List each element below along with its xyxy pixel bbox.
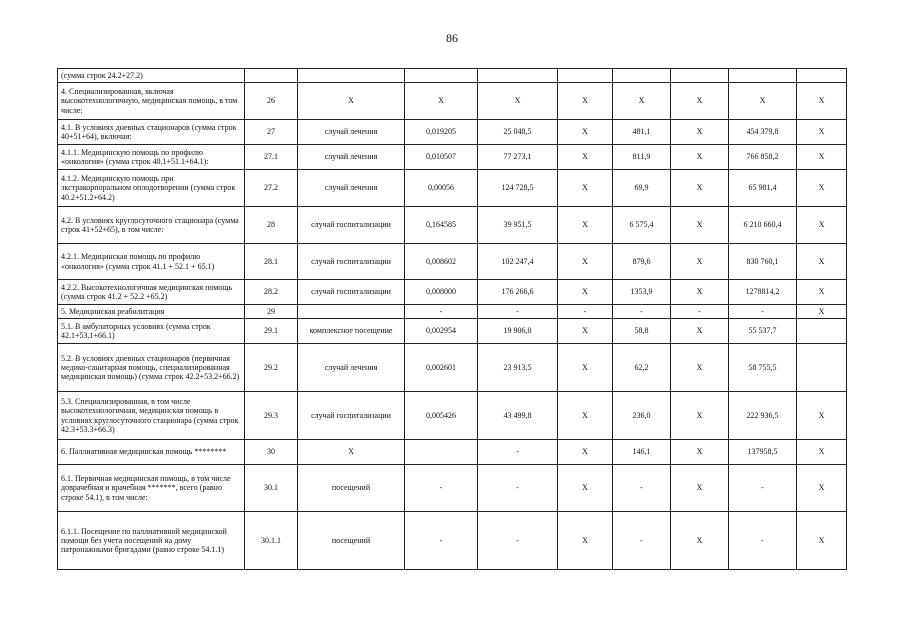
col-x1-cell: X [558, 465, 613, 512]
total-sum-cell: - [729, 465, 797, 512]
total-sum-cell: 222 936,5 [729, 392, 797, 440]
total-sum-cell: 454 379,8 [729, 120, 797, 145]
volume-norm-cell: 0,00056 [405, 170, 478, 207]
volume-norm-cell: 0,019205 [405, 120, 478, 145]
volume-norm-cell: 0,008000 [405, 280, 478, 305]
per-capita-cell: - [613, 305, 671, 319]
col-x3-cell: X [797, 392, 847, 440]
col-x2-cell: X [671, 319, 729, 344]
table-row [58, 120, 847, 145]
table-row [58, 344, 847, 392]
cost-norm-cell: 43 499,8 [478, 392, 558, 440]
per-capita-cell: - [613, 465, 671, 512]
table-row [58, 244, 847, 280]
row-code-cell: 30.1 [245, 465, 298, 512]
unit-cell [298, 69, 405, 83]
col-x2-cell: X [671, 392, 729, 440]
col-x2-cell: X [671, 344, 729, 392]
unit-cell: посещений [298, 465, 405, 512]
total-sum-cell: 55 537,7 [729, 319, 797, 344]
cost-norm-cell: 124 728,5 [478, 170, 558, 207]
table-row [58, 440, 847, 465]
total-sum-cell: 65 981,4 [729, 170, 797, 207]
col-x3-cell: X [797, 120, 847, 145]
unit-cell: случай лечения [298, 145, 405, 170]
unit-cell: X [298, 83, 405, 120]
col-x1-cell: X [558, 440, 613, 465]
row-code-cell: 26 [245, 83, 298, 120]
volume-norm-cell: - [405, 305, 478, 319]
col-x3-cell [797, 69, 847, 83]
volume-norm-cell [405, 440, 478, 465]
table-row [58, 465, 847, 512]
cost-norm-cell: 77 273,1 [478, 145, 558, 170]
table-row [58, 207, 847, 244]
row-code-cell: 29 [245, 305, 298, 319]
per-capita-cell: 146,1 [613, 440, 671, 465]
col-x1-cell: X [558, 392, 613, 440]
per-capita-cell: X [613, 83, 671, 120]
row-label-cell: 4.2.1. Медицинская помощь по профилю «онкология» (сумма строк 41.1 + 52.1 + 65.1) [58, 244, 245, 280]
unit-cell: X [298, 440, 405, 465]
col-x3-cell: X [797, 465, 847, 512]
tariff-table [57, 68, 847, 570]
table-row [58, 280, 847, 305]
row-label-cell: 4.1.1. Медицинскую помощь по профилю «онкология» (сумма строк 40.1+51.1+64.1): [58, 145, 245, 170]
table-row [58, 392, 847, 440]
unit-cell [298, 305, 405, 319]
col-x2-cell: X [671, 120, 729, 145]
col-x1-cell: X [558, 120, 613, 145]
col-x1-cell: X [558, 244, 613, 280]
col-x1-cell: X [558, 83, 613, 120]
volume-norm-cell: 0,002954 [405, 319, 478, 344]
volume-norm-cell: - [405, 512, 478, 570]
row-label-cell: 4. Специализированная, включая высокотехнологичную, медицинская помощь, в том числе: [58, 83, 245, 120]
row-label-cell: 4.2.2. Высокотехнологичная медицинская помощь (сумма строк 41.2 + 52.2 +65.2) [58, 280, 245, 305]
volume-norm-cell [405, 69, 478, 83]
col-x2-cell [671, 69, 729, 83]
col-x1-cell: X [558, 145, 613, 170]
col-x2-cell: X [671, 244, 729, 280]
col-x1-cell: - [558, 305, 613, 319]
table-row [58, 305, 847, 319]
row-code-cell: 27.1 [245, 145, 298, 170]
col-x3-cell: X [797, 440, 847, 465]
cost-norm-cell: - [478, 440, 558, 465]
row-code-cell [245, 69, 298, 83]
col-x2-cell: X [671, 280, 729, 305]
cost-norm-cell: - [478, 305, 558, 319]
per-capita-cell: 879,6 [613, 244, 671, 280]
volume-norm-cell: 0,008602 [405, 244, 478, 280]
unit-cell: случай госпитализации [298, 244, 405, 280]
col-x2-cell: X [671, 170, 729, 207]
table-row [58, 319, 847, 344]
per-capita-cell: 236,0 [613, 392, 671, 440]
per-capita-cell: 69,9 [613, 170, 671, 207]
unit-cell: комплексное посещение [298, 319, 405, 344]
row-label-cell: (сумма строк 24.2+27.2) [58, 69, 245, 83]
col-x3-cell [797, 344, 847, 392]
total-sum-cell: 1278814,2 [729, 280, 797, 305]
unit-cell: посещений [298, 512, 405, 570]
cost-norm-cell: 19 906,0 [478, 319, 558, 344]
total-sum-cell: - [729, 305, 797, 319]
col-x1-cell: X [558, 319, 613, 344]
table-row [58, 83, 847, 120]
row-code-cell: 29.3 [245, 392, 298, 440]
table-row [58, 170, 847, 207]
per-capita-cell [613, 69, 671, 83]
cost-norm-cell: 25 048,5 [478, 120, 558, 145]
col-x1-cell [558, 69, 613, 83]
row-label-cell: 5.3. Специализированная, в том числе высокотехнологичная, медицинская помощь в условиях круглосуточного стационара (сумма строк 42.3+53.3+66.3) [58, 392, 245, 440]
col-x2-cell: X [671, 512, 729, 570]
row-label-cell: 4.1. В условиях дневных стационаров (сумма строк 40+51+64), включая: [58, 120, 245, 145]
row-code-cell: 29.2 [245, 344, 298, 392]
volume-norm-cell: 0,002601 [405, 344, 478, 392]
col-x3-cell: X [797, 145, 847, 170]
col-x1-cell: X [558, 280, 613, 305]
row-label-cell: 4.1.2. Медицинскую помощь при экстракорпоральном оплодотворении (сумма строк 40.2+51.2+64.2) [58, 170, 245, 207]
cost-norm-cell: 23 913,5 [478, 344, 558, 392]
total-sum-cell: - [729, 512, 797, 570]
row-code-cell: 30 [245, 440, 298, 465]
table-row [58, 512, 847, 570]
row-label-cell: 6.1. Первичная медицинская помощь, в том числе доврачебная и врачебная *******, всего (равно строке 54.1), в том числе: [58, 465, 245, 512]
table-row [58, 145, 847, 170]
col-x1-cell: X [558, 512, 613, 570]
unit-cell: случай госпитализации [298, 280, 405, 305]
unit-cell: случай госпитализации [298, 392, 405, 440]
col-x3-cell: X [797, 83, 847, 120]
col-x2-cell: X [671, 440, 729, 465]
row-code-cell: 28.2 [245, 280, 298, 305]
cost-norm-cell: 102 247,4 [478, 244, 558, 280]
row-label-cell: 4.2. В условиях круглосуточного стационара (сумма строк 41+52+65), в том числе: [58, 207, 245, 244]
volume-norm-cell: 0,005426 [405, 392, 478, 440]
col-x3-cell: X [797, 244, 847, 280]
unit-cell: случай лечения [298, 170, 405, 207]
page-number: 86 [446, 31, 458, 45]
col-x3-cell: X [797, 207, 847, 244]
cost-norm-cell: 176 266,6 [478, 280, 558, 305]
volume-norm-cell: 0,164585 [405, 207, 478, 244]
row-code-cell: 27 [245, 120, 298, 145]
col-x3-cell: X [797, 512, 847, 570]
per-capita-cell: 6 575,4 [613, 207, 671, 244]
row-code-cell: 30.1.1 [245, 512, 298, 570]
unit-cell: случай лечения [298, 344, 405, 392]
table-row [58, 69, 847, 83]
per-capita-cell: - [613, 512, 671, 570]
per-capita-cell: 62,2 [613, 344, 671, 392]
volume-norm-cell: - [405, 465, 478, 512]
volume-norm-cell: X [405, 83, 478, 120]
per-capita-cell: 58,8 [613, 319, 671, 344]
cost-norm-cell: X [478, 83, 558, 120]
row-label-cell: 5.1. В амбулаторных условиях (сумма строк 42.1+53.1+66.1) [58, 319, 245, 344]
total-sum-cell: X [729, 83, 797, 120]
total-sum-cell: 6 210 660,4 [729, 207, 797, 244]
total-sum-cell: 830 760,1 [729, 244, 797, 280]
per-capita-cell: 481,1 [613, 120, 671, 145]
volume-norm-cell: 0,010507 [405, 145, 478, 170]
unit-cell: случай лечения [298, 120, 405, 145]
total-sum-cell [729, 69, 797, 83]
row-code-cell: 29.1 [245, 319, 298, 344]
col-x1-cell: X [558, 344, 613, 392]
total-sum-cell: 58 755,5 [729, 344, 797, 392]
col-x2-cell: X [671, 207, 729, 244]
total-sum-cell: 137958,5 [729, 440, 797, 465]
col-x2-cell: X [671, 83, 729, 120]
col-x2-cell: X [671, 465, 729, 512]
col-x3-cell [797, 319, 847, 344]
row-code-cell: 28.1 [245, 244, 298, 280]
col-x3-cell: X [797, 280, 847, 305]
col-x3-cell: X [797, 170, 847, 207]
col-x2-cell: X [671, 145, 729, 170]
col-x2-cell: - [671, 305, 729, 319]
row-code-cell: 28 [245, 207, 298, 244]
unit-cell: случай госпитализации [298, 207, 405, 244]
cost-norm-cell: - [478, 512, 558, 570]
total-sum-cell: 766 858,2 [729, 145, 797, 170]
per-capita-cell: 811,9 [613, 145, 671, 170]
col-x1-cell: X [558, 170, 613, 207]
col-x3-cell: X [797, 305, 847, 319]
row-code-cell: 27.2 [245, 170, 298, 207]
cost-norm-cell: - [478, 465, 558, 512]
col-x1-cell: X [558, 207, 613, 244]
cost-norm-cell [478, 69, 558, 83]
per-capita-cell: 1353,9 [613, 280, 671, 305]
row-label-cell: 6. Паллиативная медицинская помощь ******** [58, 440, 245, 465]
row-label-cell: 6.1.1. Посещение по паллиативной медицинской помощи без учета посещений на дому патронажными бригадами (равно строке 54.1.1) [58, 512, 245, 570]
row-label-cell: 5.2. В условиях дневных стационаров (первичная медико-санитарная помощь, специализированная медицинская помощь) (сумма строк 42.2+53.2+66.2) [58, 344, 245, 392]
cost-norm-cell: 39 951,5 [478, 207, 558, 244]
row-label-cell: 5. Медицинская реабилитация [58, 305, 245, 319]
